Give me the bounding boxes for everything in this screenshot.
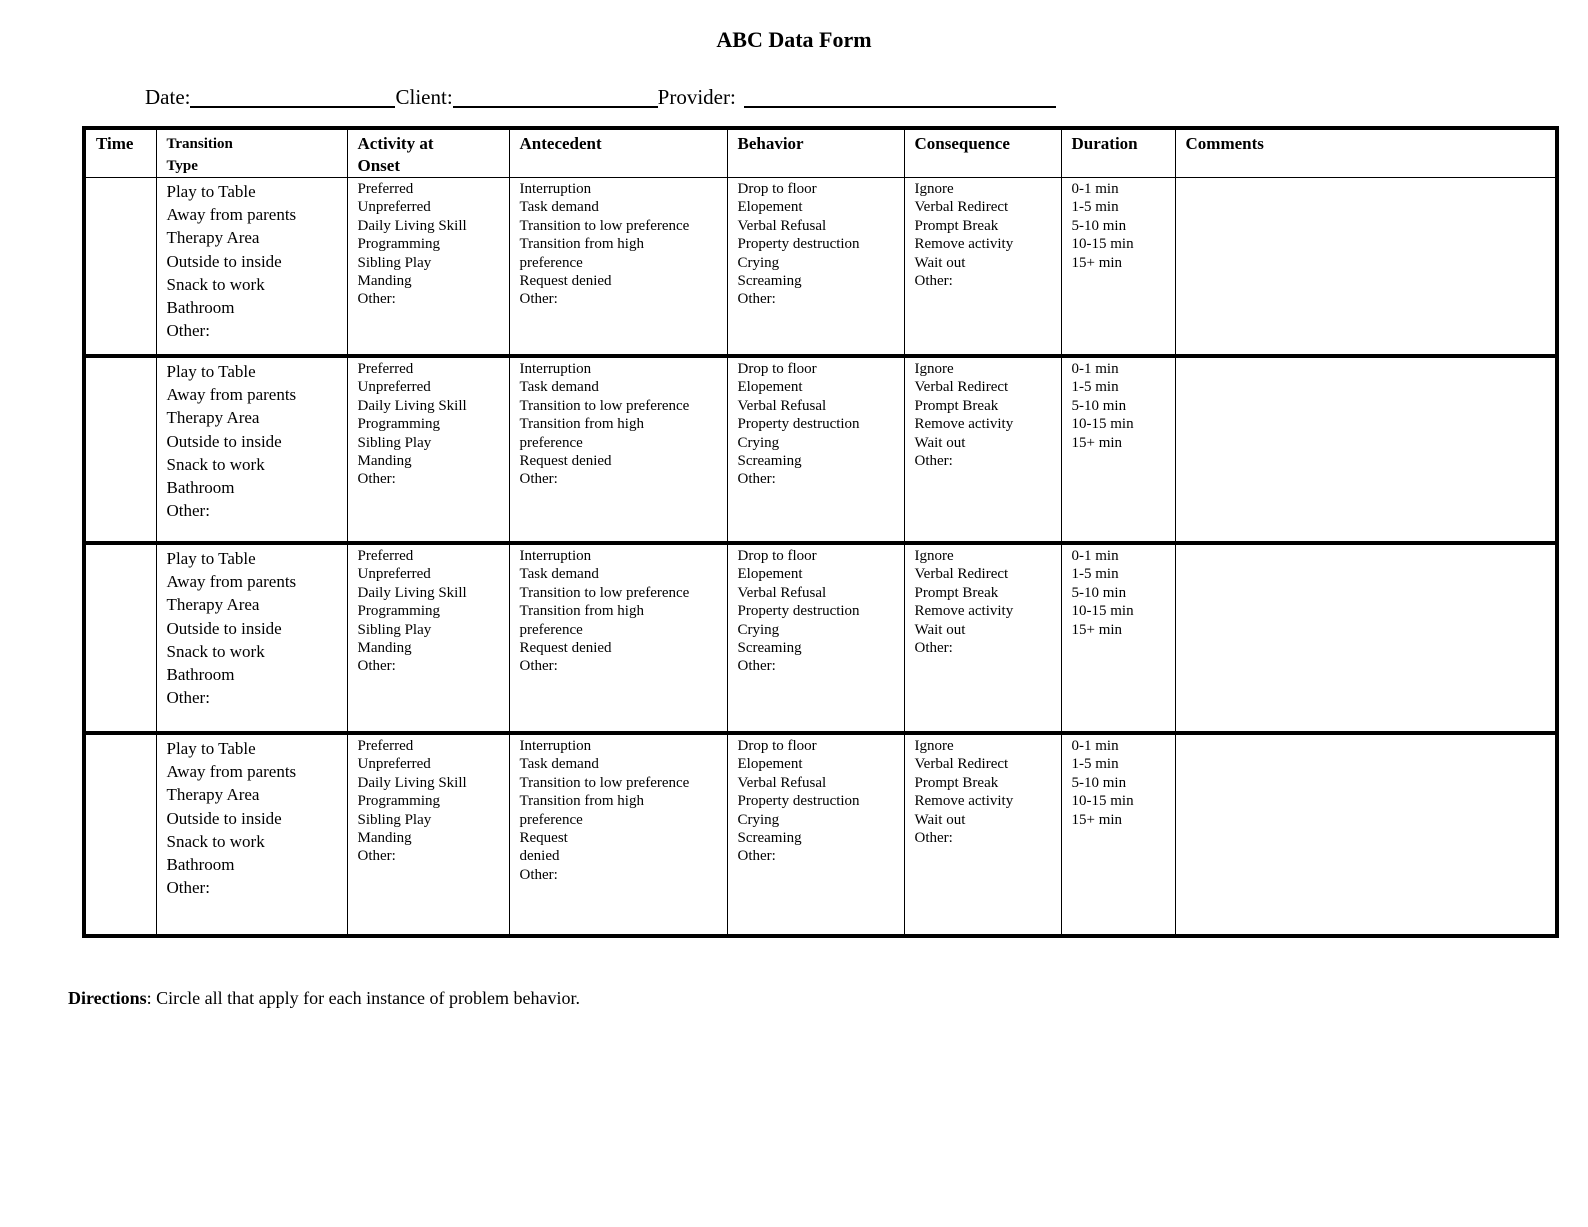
directions-label: Directions [68, 988, 147, 1008]
transition-type-option[interactable]: Snack to work [166, 454, 265, 474]
behavior-option[interactable]: Property destruction [737, 603, 860, 620]
activity-at-onset-option[interactable]: Daily Living Skill [357, 217, 467, 234]
consequence-option[interactable]: Other: [914, 453, 953, 470]
provider-label: Provider: [657, 85, 736, 109]
duration-option[interactable]: 0-1 min [1071, 181, 1119, 197]
behavior-cell [727, 733, 904, 936]
header-transition-type: Transition Type [156, 128, 347, 178]
antecedent-option[interactable]: Transition from high [519, 793, 644, 810]
consequence-option[interactable]: Remove activity [914, 416, 1014, 433]
antecedent-option[interactable]: Interruption [519, 548, 592, 564]
behavior-option[interactable]: Crying [737, 621, 780, 638]
activity-at-onset-cell [347, 543, 509, 733]
activity-at-onset-option[interactable]: Programming [357, 236, 440, 253]
antecedent-option[interactable]: Request denied [519, 640, 612, 657]
transition-type-option[interactable]: Outside to inside [166, 808, 282, 828]
behavior-option[interactable]: Verbal Refusal [737, 584, 827, 601]
antecedent-option[interactable]: Transition to low preference [519, 217, 690, 234]
time-cell[interactable] [84, 178, 156, 357]
abc-data-table [82, 126, 1559, 938]
activity-at-onset-option[interactable]: Other: [357, 471, 396, 488]
activity-at-onset-option[interactable]: Manding [357, 830, 412, 847]
header-duration: Duration [1061, 128, 1175, 178]
activity-at-onset-option[interactable]: Sibling Play [357, 621, 432, 638]
transition-type-option[interactable]: Other: [166, 878, 210, 898]
date-label: Date: [145, 85, 191, 109]
duration-cell [1061, 178, 1175, 357]
consequence-cell [904, 543, 1061, 733]
duration-option[interactable]: 15+ min [1071, 621, 1123, 638]
antecedent-option[interactable]: Request [519, 830, 568, 847]
directions-text [68, 988, 580, 1009]
activity-at-onset-option[interactable]: Preferred [357, 738, 414, 754]
activity-at-onset-option[interactable]: Preferred [357, 181, 414, 197]
comments-cell[interactable] [1175, 356, 1557, 543]
consequence-option[interactable]: Ignore [914, 181, 954, 197]
activity-at-onset-option[interactable]: Daily Living Skill [357, 774, 467, 791]
table-header-row [84, 128, 1557, 178]
activity-at-onset-cell [347, 733, 509, 936]
transition-type-option[interactable]: Away from parents [166, 572, 297, 592]
behavior-option[interactable]: Other: [737, 471, 776, 488]
activity-at-onset-option[interactable]: Preferred [357, 548, 414, 564]
transition-type-option[interactable]: Outside to inside [166, 251, 282, 271]
form-title: ABC Data Form [716, 27, 872, 52]
header-time: Time [84, 128, 156, 178]
duration-option[interactable]: 1-5 min [1071, 379, 1119, 396]
header-comments: Comments [1175, 128, 1557, 178]
antecedent-option[interactable]: Other: [519, 471, 558, 488]
duration-option[interactable]: 0-1 min [1071, 548, 1119, 564]
activity-at-onset-cell [347, 178, 509, 357]
behavior-option[interactable]: Elopement [737, 199, 803, 216]
time-cell[interactable] [84, 356, 156, 543]
transition-type-cell [156, 543, 347, 733]
duration-option[interactable]: 10-15 min [1071, 236, 1134, 253]
duration-option[interactable]: 1-5 min [1071, 756, 1119, 773]
consequence-option[interactable]: Ignore [914, 548, 954, 564]
behavior-option[interactable]: Verbal Refusal [737, 774, 827, 791]
activity-at-onset-option[interactable]: Unpreferred [357, 379, 431, 396]
transition-type-option[interactable]: Therapy Area [166, 595, 260, 615]
behavior-option[interactable]: Property destruction [737, 416, 860, 433]
transition-type-option[interactable]: Other: [166, 321, 210, 341]
duration-option[interactable]: 1-5 min [1071, 199, 1119, 216]
antecedent-option[interactable]: Other: [519, 658, 558, 675]
duration-option[interactable]: 10-15 min [1071, 603, 1134, 620]
transition-type-option[interactable]: Bathroom [166, 855, 235, 875]
duration-option[interactable]: 5-10 min [1071, 774, 1127, 791]
duration-option[interactable]: 10-15 min [1071, 416, 1134, 433]
activity-at-onset-option[interactable]: Preferred [357, 361, 414, 377]
consequence-option[interactable]: Wait out [914, 434, 966, 451]
antecedent-option[interactable]: Transition to low preference [519, 774, 690, 791]
behavior-option[interactable]: Drop to floor [737, 181, 817, 197]
behavior-cell [727, 178, 904, 357]
behavior-cell [727, 543, 904, 733]
behavior-option[interactable]: Other: [737, 658, 776, 675]
behavior-option[interactable]: Drop to floor [737, 361, 817, 377]
transition-type-option[interactable]: Play to Table [166, 362, 256, 381]
transition-type-option[interactable]: Bathroom [166, 665, 235, 685]
client-field[interactable] [453, 84, 658, 108]
activity-at-onset-cell [347, 356, 509, 543]
behavior-option[interactable]: Screaming [737, 830, 802, 847]
activity-at-onset-option[interactable]: Programming [357, 416, 440, 433]
transition-type-option[interactable]: Snack to work [166, 831, 265, 851]
consequence-option[interactable]: Prompt Break [914, 217, 999, 234]
duration-cell [1061, 733, 1175, 936]
duration-option[interactable]: 0-1 min [1071, 738, 1119, 754]
consequence-option[interactable]: Other: [914, 640, 953, 657]
behavior-option[interactable]: Verbal Refusal [737, 217, 827, 234]
consequence-option[interactable]: Wait out [914, 254, 966, 271]
transition-type-option[interactable]: Away from parents [166, 205, 297, 225]
consequence-option[interactable]: Other: [914, 830, 953, 847]
duration-option[interactable]: 15+ min [1071, 254, 1123, 271]
transition-type-option[interactable]: Therapy Area [166, 785, 260, 805]
activity-at-onset-option[interactable]: Manding [357, 273, 412, 290]
antecedent-cell [509, 178, 727, 357]
consequence-option[interactable]: Prompt Break [914, 584, 999, 601]
activity-at-onset-option[interactable]: Other: [357, 658, 396, 675]
transition-type-option[interactable]: Snack to work [166, 641, 265, 661]
behavior-option[interactable]: Screaming [737, 273, 802, 290]
consequence-cell [904, 733, 1061, 936]
behavior-option[interactable]: Screaming [737, 453, 802, 470]
behavior-option[interactable]: Crying [737, 254, 780, 271]
transition-type-option[interactable]: Other: [166, 688, 210, 708]
activity-at-onset-option[interactable]: Sibling Play [357, 434, 432, 451]
comments-cell[interactable] [1175, 733, 1557, 936]
duration-option[interactable]: 10-15 min [1071, 793, 1134, 810]
activity-at-onset-option[interactable]: Sibling Play [357, 254, 432, 271]
table-row [84, 733, 1557, 936]
activity-at-onset-option[interactable]: Daily Living Skill [357, 584, 467, 601]
transition-type-option[interactable]: Bathroom [166, 298, 235, 318]
antecedent-option[interactable]: Task demand [519, 566, 599, 583]
header-antecedent: Antecedent [509, 128, 727, 178]
antecedent-option[interactable]: Interruption [519, 181, 592, 197]
duration-option[interactable]: 1-5 min [1071, 566, 1119, 583]
antecedent-option[interactable]: preference [519, 621, 583, 638]
activity-at-onset-option[interactable]: Unpreferred [357, 756, 431, 773]
behavior-option[interactable]: Crying [737, 811, 780, 828]
transition-type-option[interactable]: Away from parents [166, 762, 297, 782]
antecedent-option[interactable]: denied [519, 848, 560, 865]
antecedent-option[interactable]: Task demand [519, 756, 599, 773]
header-consequence: Consequence [904, 128, 1061, 178]
consequence-option[interactable]: Prompt Break [914, 774, 999, 791]
behavior-option[interactable]: Elopement [737, 756, 803, 773]
consequence-option[interactable]: Verbal Redirect [914, 379, 1009, 396]
behavior-option[interactable]: Crying [737, 434, 780, 451]
consequence-option[interactable]: Wait out [914, 621, 966, 638]
antecedent-option[interactable]: Task demand [519, 379, 599, 396]
provider-field[interactable] [744, 84, 1056, 108]
date-field[interactable] [190, 84, 395, 108]
transition-type-option[interactable]: Play to Table [166, 182, 256, 201]
antecedent-option[interactable]: Transition to low preference [519, 397, 690, 414]
transition-type-option[interactable]: Other: [166, 501, 210, 521]
activity-at-onset-option[interactable]: Other: [357, 848, 396, 865]
antecedent-option[interactable]: Transition from high [519, 416, 644, 433]
consequence-option[interactable]: Ignore [914, 361, 954, 377]
activity-at-onset-option[interactable]: Manding [357, 640, 412, 657]
transition-type-option[interactable]: Bathroom [166, 478, 235, 498]
duration-option[interactable]: 5-10 min [1071, 584, 1127, 601]
time-cell[interactable] [84, 543, 156, 733]
behavior-option[interactable]: Drop to floor [737, 548, 817, 564]
duration-option[interactable]: 0-1 min [1071, 361, 1119, 377]
antecedent-option[interactable]: preference [519, 811, 583, 828]
antecedent-option[interactable]: Other: [519, 291, 558, 308]
antecedent-option[interactable]: Interruption [519, 738, 592, 754]
transition-type-option[interactable]: Outside to inside [166, 431, 282, 451]
directions-body: : Circle all that apply for each instance of problem behavior. [146, 988, 581, 1008]
antecedent-option[interactable]: Transition to low preference [519, 584, 690, 601]
consequence-option[interactable]: Remove activity [914, 793, 1014, 810]
form-header-fields [145, 84, 1056, 110]
behavior-option[interactable]: Other: [737, 291, 776, 308]
table-row [84, 543, 1557, 733]
transition-type-cell [156, 733, 347, 936]
header-behavior: Behavior [727, 128, 904, 178]
behavior-option[interactable]: Property destruction [737, 236, 860, 253]
antecedent-option[interactable]: Transition from high [519, 603, 644, 620]
duration-option[interactable]: 5-10 min [1071, 397, 1127, 414]
behavior-option[interactable]: Property destruction [737, 793, 860, 810]
behavior-option[interactable]: Verbal Refusal [737, 397, 827, 414]
duration-option[interactable]: 15+ min [1071, 811, 1123, 828]
consequence-option[interactable]: Verbal Redirect [914, 199, 1009, 216]
behavior-option[interactable]: Screaming [737, 640, 802, 657]
duration-cell [1061, 543, 1175, 733]
consequence-cell [904, 356, 1061, 543]
duration-option[interactable]: 5-10 min [1071, 217, 1127, 234]
consequence-option[interactable]: Remove activity [914, 236, 1014, 253]
activity-at-onset-option[interactable]: Sibling Play [357, 811, 432, 828]
transition-type-option[interactable]: Play to Table [166, 739, 256, 758]
transition-type-option[interactable]: Away from parents [166, 385, 297, 405]
consequence-option[interactable]: Wait out [914, 811, 966, 828]
antecedent-option[interactable]: preference [519, 254, 583, 271]
antecedent-option[interactable]: Other: [519, 866, 558, 883]
consequence-option[interactable]: Ignore [914, 738, 954, 754]
header-activity-at-onset: Activity at Onset [347, 128, 509, 178]
activity-at-onset-option[interactable]: Other: [357, 291, 396, 308]
activity-at-onset-option[interactable]: Unpreferred [357, 199, 431, 216]
comments-cell[interactable] [1175, 178, 1557, 357]
consequence-option[interactable]: Verbal Redirect [914, 756, 1009, 773]
activity-at-onset-option[interactable]: Programming [357, 603, 440, 620]
consequence-option[interactable]: Other: [914, 273, 953, 290]
transition-type-option[interactable]: Play to Table [166, 549, 256, 568]
behavior-option[interactable]: Elopement [737, 379, 803, 396]
transition-type-option[interactable]: Therapy Area [166, 228, 260, 248]
client-label: Client: [395, 85, 453, 109]
activity-at-onset-option[interactable]: Programming [357, 793, 440, 810]
antecedent-cell [509, 733, 727, 936]
table-row [84, 356, 1557, 543]
transition-type-option[interactable]: Outside to inside [166, 618, 282, 638]
antecedent-option[interactable]: Task demand [519, 199, 599, 216]
duration-option[interactable]: 15+ min [1071, 434, 1123, 451]
activity-at-onset-option[interactable]: Manding [357, 453, 412, 470]
transition-type-cell [156, 178, 347, 357]
antecedent-option[interactable]: Interruption [519, 361, 592, 377]
consequence-cell [904, 178, 1061, 357]
behavior-cell [727, 356, 904, 543]
antecedent-option[interactable]: Request denied [519, 453, 612, 470]
antecedent-cell [509, 543, 727, 733]
behavior-option[interactable]: Elopement [737, 566, 803, 583]
antecedent-option[interactable]: Transition from high [519, 236, 644, 253]
activity-at-onset-option[interactable]: Daily Living Skill [357, 397, 467, 414]
antecedent-option[interactable]: preference [519, 434, 583, 451]
comments-cell[interactable] [1175, 543, 1557, 733]
consequence-option[interactable]: Prompt Break [914, 397, 999, 414]
transition-type-option[interactable]: Therapy Area [166, 408, 260, 428]
transition-type-cell [156, 356, 347, 543]
time-cell[interactable] [84, 733, 156, 936]
consequence-option[interactable]: Verbal Redirect [914, 566, 1009, 583]
behavior-option[interactable]: Drop to floor [737, 738, 817, 754]
duration-cell [1061, 356, 1175, 543]
consequence-option[interactable]: Remove activity [914, 603, 1014, 620]
antecedent-cell [509, 356, 727, 543]
behavior-option[interactable]: Other: [737, 848, 776, 865]
antecedent-option[interactable]: Request denied [519, 273, 612, 290]
table-row [84, 178, 1557, 357]
activity-at-onset-option[interactable]: Unpreferred [357, 566, 431, 583]
transition-type-option[interactable]: Snack to work [166, 274, 265, 294]
